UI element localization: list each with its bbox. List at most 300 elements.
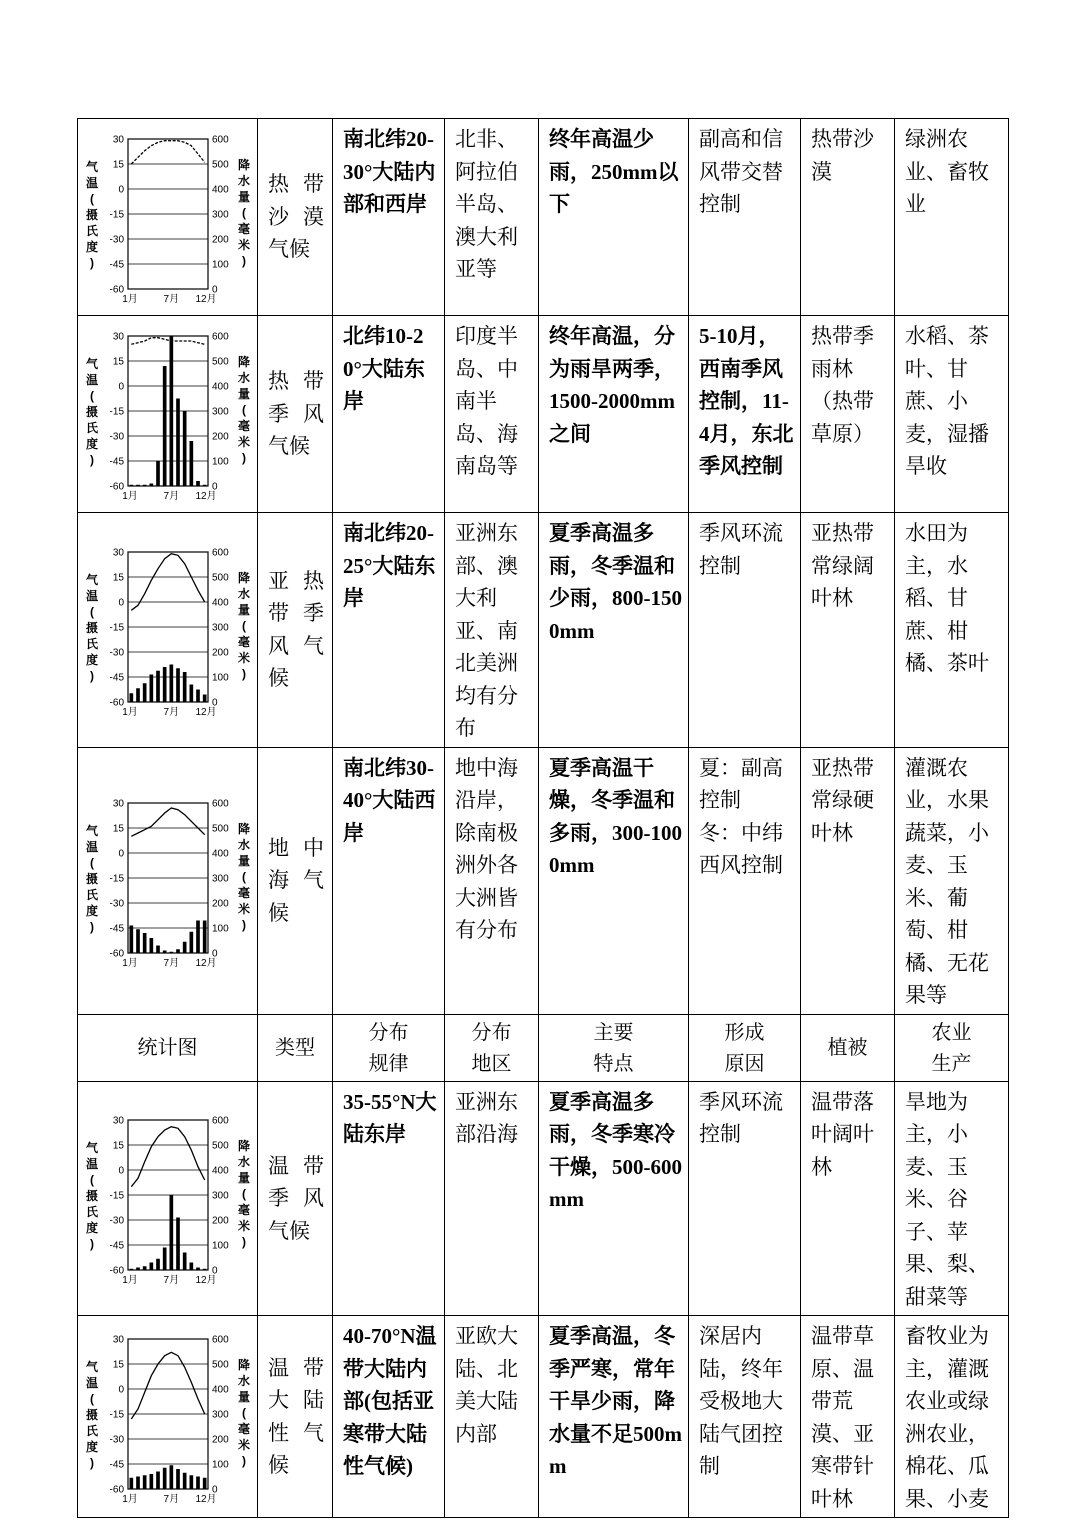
precip-bar <box>203 485 207 486</box>
vegetation: 热带季雨林（热带草原） <box>801 316 895 513</box>
vegetation: 温带草原、温带荒漠、亚寒带针叶林 <box>801 1316 895 1518</box>
temp-tick-label: -60 <box>109 284 124 296</box>
precip-bar <box>156 1471 160 1489</box>
precip-bar <box>136 485 140 486</box>
precip-bar <box>136 688 140 702</box>
precip-tick-label: 100 <box>212 1240 229 1252</box>
temp-tick-label: -60 <box>109 481 124 493</box>
precip-bar <box>170 664 174 702</box>
precip-axis-label: ( <box>242 869 246 884</box>
temp-axis-label: 温 <box>85 1157 99 1172</box>
temp-axis-label: ( <box>90 855 94 870</box>
precip-bar <box>196 689 200 702</box>
month-label: 1月 <box>122 491 138 502</box>
temp-axis-label: ( <box>90 1391 94 1406</box>
table-row <box>78 747 1009 1014</box>
agriculture: 旱地为主，小麦、玉米、谷子、苹果、梨、甜菜等 <box>895 1081 1009 1316</box>
climate-type: 热带季风气候 <box>258 316 333 513</box>
temp-axis-label: 度 <box>85 1439 99 1454</box>
precip-axis-label: 米 <box>237 1437 251 1452</box>
climate-chart-cell <box>78 1081 258 1316</box>
precip-axis-label: 降 <box>237 821 251 836</box>
temp-axis-label: ) <box>90 1455 94 1470</box>
precip-tick-label: 500 <box>212 823 229 834</box>
header-pattern: 分布 规律 <box>333 1014 445 1081</box>
precip-tick-label: 100 <box>212 259 229 271</box>
distribution-region: 北非、阿拉伯半岛、澳大利亚等 <box>445 119 539 316</box>
table-row <box>78 1316 1009 1518</box>
agriculture: 畜牧业为主，灌溉农业或绿洲农业，棉花、瓜果、小麦 <box>895 1316 1009 1518</box>
precip-tick-label: 300 <box>212 209 229 221</box>
precip-tick-label: 600 <box>212 1115 229 1127</box>
precip-bar <box>143 933 147 953</box>
precip-axis-label: 量 <box>237 1389 251 1404</box>
temp-tick-label: 15 <box>112 356 124 368</box>
distribution-pattern: 南北纬20-25°大陆东岸 <box>333 513 445 748</box>
distribution-region: 地中海沿岸，除南极洲外各大洲皆有分布 <box>445 747 539 1014</box>
precip-tick-label: 100 <box>212 456 229 468</box>
precip-bar <box>196 1268 200 1271</box>
temp-axis-label: 摄 <box>85 208 99 222</box>
precip-axis-label: ) <box>242 1453 246 1468</box>
temperature-curve <box>131 338 204 345</box>
temp-axis-label: ( <box>90 604 94 619</box>
header-region: 分布 地区 <box>445 1014 539 1081</box>
climate-type: 亚热带季风气候 <box>258 513 333 748</box>
precip-tick-label: 500 <box>212 572 229 584</box>
precip-bar <box>183 411 187 486</box>
temp-tick-label: -45 <box>109 1240 124 1252</box>
distribution-region: 印度半岛、中南半岛、海南岛等 <box>445 316 539 513</box>
temp-tick-label: -30 <box>109 234 124 246</box>
temp-axis-label: ) <box>90 919 94 934</box>
temp-tick-label: 15 <box>112 823 124 834</box>
temp-axis-label: ) <box>90 668 94 683</box>
precip-bar <box>203 920 207 953</box>
main-features: 终年高温少雨，250mm以下 <box>539 119 689 316</box>
precip-tick-label: 600 <box>212 134 229 146</box>
precip-bar <box>156 461 160 486</box>
precip-axis-label: ( <box>242 403 246 417</box>
temp-axis-label: ( <box>90 1173 94 1188</box>
precip-tick-label: 0 <box>212 1265 218 1277</box>
temp-tick-label: 0 <box>118 1165 124 1177</box>
precip-axis-label: 水 <box>237 1155 251 1170</box>
temp-axis-label: ) <box>90 256 94 270</box>
temp-tick-label: 0 <box>118 848 124 859</box>
precip-tick-label: 600 <box>212 798 229 809</box>
month-label: 12月 <box>195 706 217 718</box>
precip-bar <box>143 1475 147 1489</box>
temp-tick-label: 30 <box>112 134 124 146</box>
precip-bar <box>183 1253 187 1271</box>
temp-axis-label: 摄 <box>85 620 99 635</box>
temp-tick-label: -60 <box>109 1265 124 1277</box>
climate-chart-cell <box>78 316 258 513</box>
temp-axis-label: 温 <box>85 373 99 387</box>
formation-cause: 深居内陆，终年受极地大陆气团控制 <box>689 1316 801 1518</box>
precip-bar <box>203 694 207 702</box>
climate-chart-cell <box>78 747 258 1014</box>
precip-axis-label: ) <box>242 1235 246 1250</box>
vegetation: 亚热带常绿硬叶林 <box>801 747 895 1014</box>
precip-axis-label: 水 <box>237 837 251 852</box>
precip-axis-label: ) <box>242 666 246 681</box>
precip-axis-label: 米 <box>237 435 251 449</box>
precip-tick-label: 0 <box>212 284 218 296</box>
precip-bar <box>190 684 194 702</box>
temp-axis-label: 度 <box>85 903 99 918</box>
temp-tick-label: 15 <box>112 1140 124 1152</box>
temp-tick-label: 0 <box>118 597 124 609</box>
precip-axis-label: ) <box>242 451 246 465</box>
precip-axis-label: 毫 <box>237 222 251 236</box>
temp-axis-label: 摄 <box>85 405 99 419</box>
precip-axis-label: 降 <box>237 570 251 585</box>
precip-axis-label: 量 <box>237 602 251 617</box>
precip-bar <box>130 1477 134 1488</box>
table-header-row <box>78 1014 1009 1081</box>
precip-bar <box>170 336 174 486</box>
precip-tick-label: 200 <box>212 898 229 909</box>
temp-tick-label: -45 <box>109 1459 124 1470</box>
temp-tick-label: -30 <box>109 1434 124 1445</box>
temperature-curve <box>131 808 204 836</box>
month-label: 1月 <box>122 957 138 969</box>
temperature-curve <box>131 141 204 164</box>
temp-axis-label: 温 <box>85 1375 99 1390</box>
precip-bar <box>176 1469 180 1489</box>
temp-axis-label: 摄 <box>85 1189 99 1204</box>
agriculture: 水稻、茶叶、甘蔗、小麦，湿播旱收 <box>895 316 1009 513</box>
precip-axis-label: 量 <box>237 190 251 204</box>
header-features: 主要 特点 <box>539 1014 689 1081</box>
precip-axis-label: 量 <box>237 1171 251 1186</box>
temp-axis-label: 气 <box>85 1141 99 1156</box>
precip-bar <box>150 1263 154 1271</box>
temp-axis-label: 摄 <box>85 1407 99 1422</box>
climate-type: 温带季风气候 <box>258 1081 333 1316</box>
precip-axis-label: 米 <box>237 238 251 252</box>
precip-bar <box>183 941 187 952</box>
temp-tick-label: -15 <box>109 209 124 221</box>
temp-axis-label: 氏 <box>85 421 99 435</box>
precip-tick-label: 0 <box>212 1484 218 1495</box>
table-row <box>78 119 1009 316</box>
precip-axis-label: 毫 <box>237 634 251 649</box>
temp-tick-label: 30 <box>112 798 124 809</box>
main-features: 夏季高温多雨，冬季温和少雨，800-1500mm <box>539 513 689 748</box>
month-label: 1月 <box>122 706 138 718</box>
distribution-region: 亚洲东部沿海 <box>445 1081 539 1316</box>
climate-chart-cell <box>78 513 258 748</box>
precip-axis-label: 水 <box>237 1373 251 1388</box>
precip-tick-label: 500 <box>212 159 229 171</box>
precip-tick-label: 100 <box>212 1459 229 1470</box>
temp-axis-label: 氏 <box>85 636 99 651</box>
climate-type: 热带沙漠气候 <box>258 119 333 316</box>
precip-bar <box>203 1269 207 1270</box>
distribution-pattern: 40-70°N温带大陆内部(包括亚寒带大陆性气候) <box>333 1316 445 1518</box>
header-type: 类型 <box>258 1014 333 1081</box>
precip-bar <box>150 938 154 953</box>
precip-tick-label: 200 <box>212 1215 229 1227</box>
temp-tick-label: 0 <box>118 381 124 393</box>
climate-type: 地中海气候 <box>258 747 333 1014</box>
precip-bar <box>190 1475 194 1489</box>
temp-tick-label: -30 <box>109 898 124 909</box>
temp-axis-label: 度 <box>85 240 99 254</box>
precip-tick-label: 100 <box>212 923 229 934</box>
precip-bar <box>183 1472 187 1488</box>
temp-axis-label: 氏 <box>85 1423 99 1438</box>
precip-tick-label: 400 <box>212 1165 229 1177</box>
precip-axis-label: 量 <box>237 853 251 868</box>
precip-tick-label: 300 <box>212 622 229 634</box>
precip-axis-label: 降 <box>237 355 251 369</box>
formation-cause: 5-10月，西南季风控制，11-4月，东北季风控制 <box>689 316 801 513</box>
precip-bar <box>136 929 140 953</box>
month-label: 12月 <box>195 491 217 502</box>
precip-axis-label: ) <box>242 254 246 268</box>
precip-axis-label: 降 <box>237 158 251 172</box>
temp-tick-label: -60 <box>109 697 124 709</box>
table-row <box>78 1081 1009 1316</box>
precip-axis-label: 米 <box>237 901 251 916</box>
temp-tick-label: -60 <box>109 1484 124 1495</box>
precip-bar <box>156 1259 160 1270</box>
precip-bar <box>196 1476 200 1489</box>
precip-axis-label: 降 <box>237 1139 251 1154</box>
precip-tick-label: 200 <box>212 647 229 659</box>
precip-bar <box>176 399 180 487</box>
precip-axis-label: 米 <box>237 1219 251 1234</box>
temp-tick-label: -30 <box>109 431 124 443</box>
temp-tick-label: -15 <box>109 406 124 418</box>
precip-bar <box>176 668 180 702</box>
precip-tick-label: 600 <box>212 1334 229 1345</box>
temperature-curve <box>131 1127 204 1187</box>
main-features: 终年高温，分为雨旱两季，1500-2000mm之间 <box>539 316 689 513</box>
precip-bar <box>190 931 194 952</box>
precip-bar <box>150 674 154 702</box>
precip-axis-label: 毫 <box>237 1421 251 1436</box>
precip-tick-label: 600 <box>212 547 229 559</box>
temp-axis-label: 气 <box>85 357 99 371</box>
precip-tick-label: 300 <box>212 1409 229 1420</box>
month-label: 7月 <box>163 1493 180 1505</box>
temp-axis-label: 温 <box>85 588 99 603</box>
precip-axis-label: ( <box>242 1187 246 1202</box>
month-label: 12月 <box>195 1493 217 1505</box>
precip-tick-label: 300 <box>212 873 229 884</box>
temp-tick-label: 30 <box>112 1334 124 1345</box>
precip-bar <box>176 1218 180 1271</box>
month-label: 12月 <box>195 957 217 969</box>
agriculture: 水田为主，水稻、甘蔗、柑橘、茶叶 <box>895 513 1009 748</box>
climate-chart-cell <box>78 1316 258 1518</box>
month-label: 12月 <box>195 294 217 305</box>
precip-axis-label: 量 <box>237 387 251 401</box>
header-agriculture: 农业 生产 <box>895 1014 1009 1081</box>
header-cause: 形成 原因 <box>689 1014 801 1081</box>
precip-axis-label: 米 <box>237 650 251 665</box>
precip-axis-label: 降 <box>237 1357 251 1372</box>
precip-tick-label: 400 <box>212 597 229 609</box>
distribution-pattern: 南北纬30-40°大陆西岸 <box>333 747 445 1014</box>
precip-bar <box>143 1267 147 1271</box>
header-chart: 统计图 <box>78 1014 258 1081</box>
precip-tick-label: 500 <box>212 1359 229 1370</box>
temp-axis-label: 度 <box>85 437 99 451</box>
precip-bar <box>163 667 167 702</box>
precip-tick-label: 400 <box>212 848 229 859</box>
precip-bar <box>203 1477 207 1488</box>
distribution-pattern: 35-55°N大陆东岸 <box>333 1081 445 1316</box>
temp-axis-label: 度 <box>85 1221 99 1236</box>
month-label: 7月 <box>163 491 180 502</box>
precip-tick-label: 0 <box>212 697 218 709</box>
climate-table <box>77 118 1009 1518</box>
precip-tick-label: 400 <box>212 184 229 196</box>
precip-bar <box>130 925 134 953</box>
precip-bar <box>130 693 134 702</box>
precip-axis-label: ( <box>242 618 246 633</box>
precip-tick-label: 300 <box>212 1190 229 1202</box>
temp-axis-label: 气 <box>85 1359 99 1374</box>
header-vegetation: 植被 <box>801 1014 895 1081</box>
temp-axis-label: 气 <box>85 572 99 587</box>
formation-cause: 季风环流控制 <box>689 513 801 748</box>
month-label: 1月 <box>122 294 138 305</box>
precip-tick-label: 100 <box>212 672 229 684</box>
precip-bar <box>163 1248 167 1271</box>
precip-bar <box>150 1474 154 1489</box>
temp-axis-label: 摄 <box>85 871 99 886</box>
main-features: 夏季高温干燥，冬季温和多雨，300-1000mm <box>539 747 689 1014</box>
precip-bar <box>170 1195 174 1270</box>
precip-bar <box>183 672 187 702</box>
temp-tick-label: -15 <box>109 873 124 884</box>
temp-axis-label: 氏 <box>85 887 99 902</box>
distribution-pattern: 南北纬20-30°大陆内部和西岸 <box>333 119 445 316</box>
precip-axis-label: 毫 <box>237 419 251 433</box>
temp-axis-label: 氏 <box>85 224 99 238</box>
precip-tick-label: 200 <box>212 431 229 443</box>
precip-bar <box>156 945 160 953</box>
distribution-pattern: 北纬10-20°大陆东岸 <box>333 316 445 513</box>
distribution-region: 亚欧大陆、北美大陆内部 <box>445 1316 539 1518</box>
temp-axis-label: 气 <box>85 160 99 174</box>
temp-tick-label: -15 <box>109 1409 124 1420</box>
temp-tick-label: 30 <box>112 547 124 559</box>
climate-chart <box>78 316 258 512</box>
temp-axis-label: 温 <box>85 839 99 854</box>
main-features: 夏季高温，冬季严寒，常年干旱少雨，降水量不足500mm <box>539 1316 689 1518</box>
precip-bar <box>170 1465 174 1489</box>
temp-tick-label: -45 <box>109 456 124 468</box>
precip-axis-label: 水 <box>237 586 251 601</box>
vegetation: 温带落叶阔叶林 <box>801 1081 895 1316</box>
precip-tick-label: 400 <box>212 381 229 393</box>
precip-bar <box>190 441 194 486</box>
precip-tick-label: 200 <box>212 1434 229 1445</box>
temp-tick-label: -45 <box>109 259 124 271</box>
temp-axis-label: 温 <box>85 176 99 190</box>
temp-tick-label: -15 <box>109 1190 124 1202</box>
temp-axis-label: 气 <box>85 823 99 838</box>
temp-tick-label: 0 <box>118 184 124 196</box>
precip-bar <box>136 1268 140 1271</box>
temp-tick-label: -60 <box>109 948 124 959</box>
temp-tick-label: -30 <box>109 1215 124 1227</box>
temp-tick-label: -45 <box>109 923 124 934</box>
agriculture: 绿洲农业、畜牧业 <box>895 119 1009 316</box>
precip-axis-label: ) <box>242 917 246 932</box>
climate-chart <box>78 1319 258 1515</box>
precip-bar <box>130 485 134 486</box>
temp-axis-label: ( <box>90 192 94 206</box>
precip-tick-label: 300 <box>212 406 229 418</box>
temp-tick-label: -15 <box>109 622 124 634</box>
climate-chart <box>78 532 258 728</box>
month-label: 7月 <box>163 294 180 305</box>
precip-tick-label: 600 <box>212 331 229 343</box>
precip-tick-label: 0 <box>212 948 218 959</box>
temp-tick-label: 0 <box>118 1384 124 1395</box>
precip-bar <box>163 1467 167 1488</box>
temp-axis-label: ( <box>90 389 94 403</box>
month-label: 12月 <box>195 1275 217 1287</box>
month-label: 7月 <box>163 706 180 718</box>
precip-tick-label: 200 <box>212 234 229 246</box>
precip-bar <box>190 1263 194 1271</box>
main-features: 夏季高温多雨，冬季寒冷干燥，500-600mm <box>539 1081 689 1316</box>
precip-bar <box>156 671 160 702</box>
distribution-region: 亚洲东部、澳大利亚、南北美洲均有分布 <box>445 513 539 748</box>
precip-bar <box>130 1269 134 1270</box>
precip-bar <box>163 366 167 486</box>
climate-chart <box>78 119 258 315</box>
month-label: 7月 <box>163 957 180 969</box>
precip-bar <box>170 951 174 952</box>
temp-tick-label: 30 <box>112 331 124 343</box>
climate-chart <box>78 783 258 979</box>
precip-bar <box>196 481 200 486</box>
precip-bar <box>176 949 180 953</box>
agriculture: 灌溉农业，水果蔬菜，小麦、玉米、葡萄、柑橘、无花果等 <box>895 747 1009 1014</box>
precip-tick-label: 500 <box>212 1140 229 1152</box>
temp-tick-label: -45 <box>109 672 124 684</box>
temp-tick-label: 15 <box>112 572 124 584</box>
climate-chart-cell <box>78 119 258 316</box>
precip-tick-label: 500 <box>212 356 229 368</box>
temp-axis-label: ) <box>90 453 94 467</box>
temperature-curve <box>131 1352 204 1419</box>
formation-cause: 副高和信风带交替控制 <box>689 119 801 316</box>
precip-axis-label: 毫 <box>237 885 251 900</box>
table-row <box>78 316 1009 513</box>
table-row <box>78 513 1009 748</box>
precip-bar <box>143 683 147 702</box>
precip-axis-label: 水 <box>237 371 251 385</box>
precip-axis-label: ( <box>242 206 246 220</box>
temp-tick-label: 30 <box>112 1115 124 1127</box>
precip-bar <box>136 1476 140 1489</box>
precip-bar <box>150 484 154 487</box>
formation-cause: 季风环流控制 <box>689 1081 801 1316</box>
temp-tick-label: -30 <box>109 647 124 659</box>
